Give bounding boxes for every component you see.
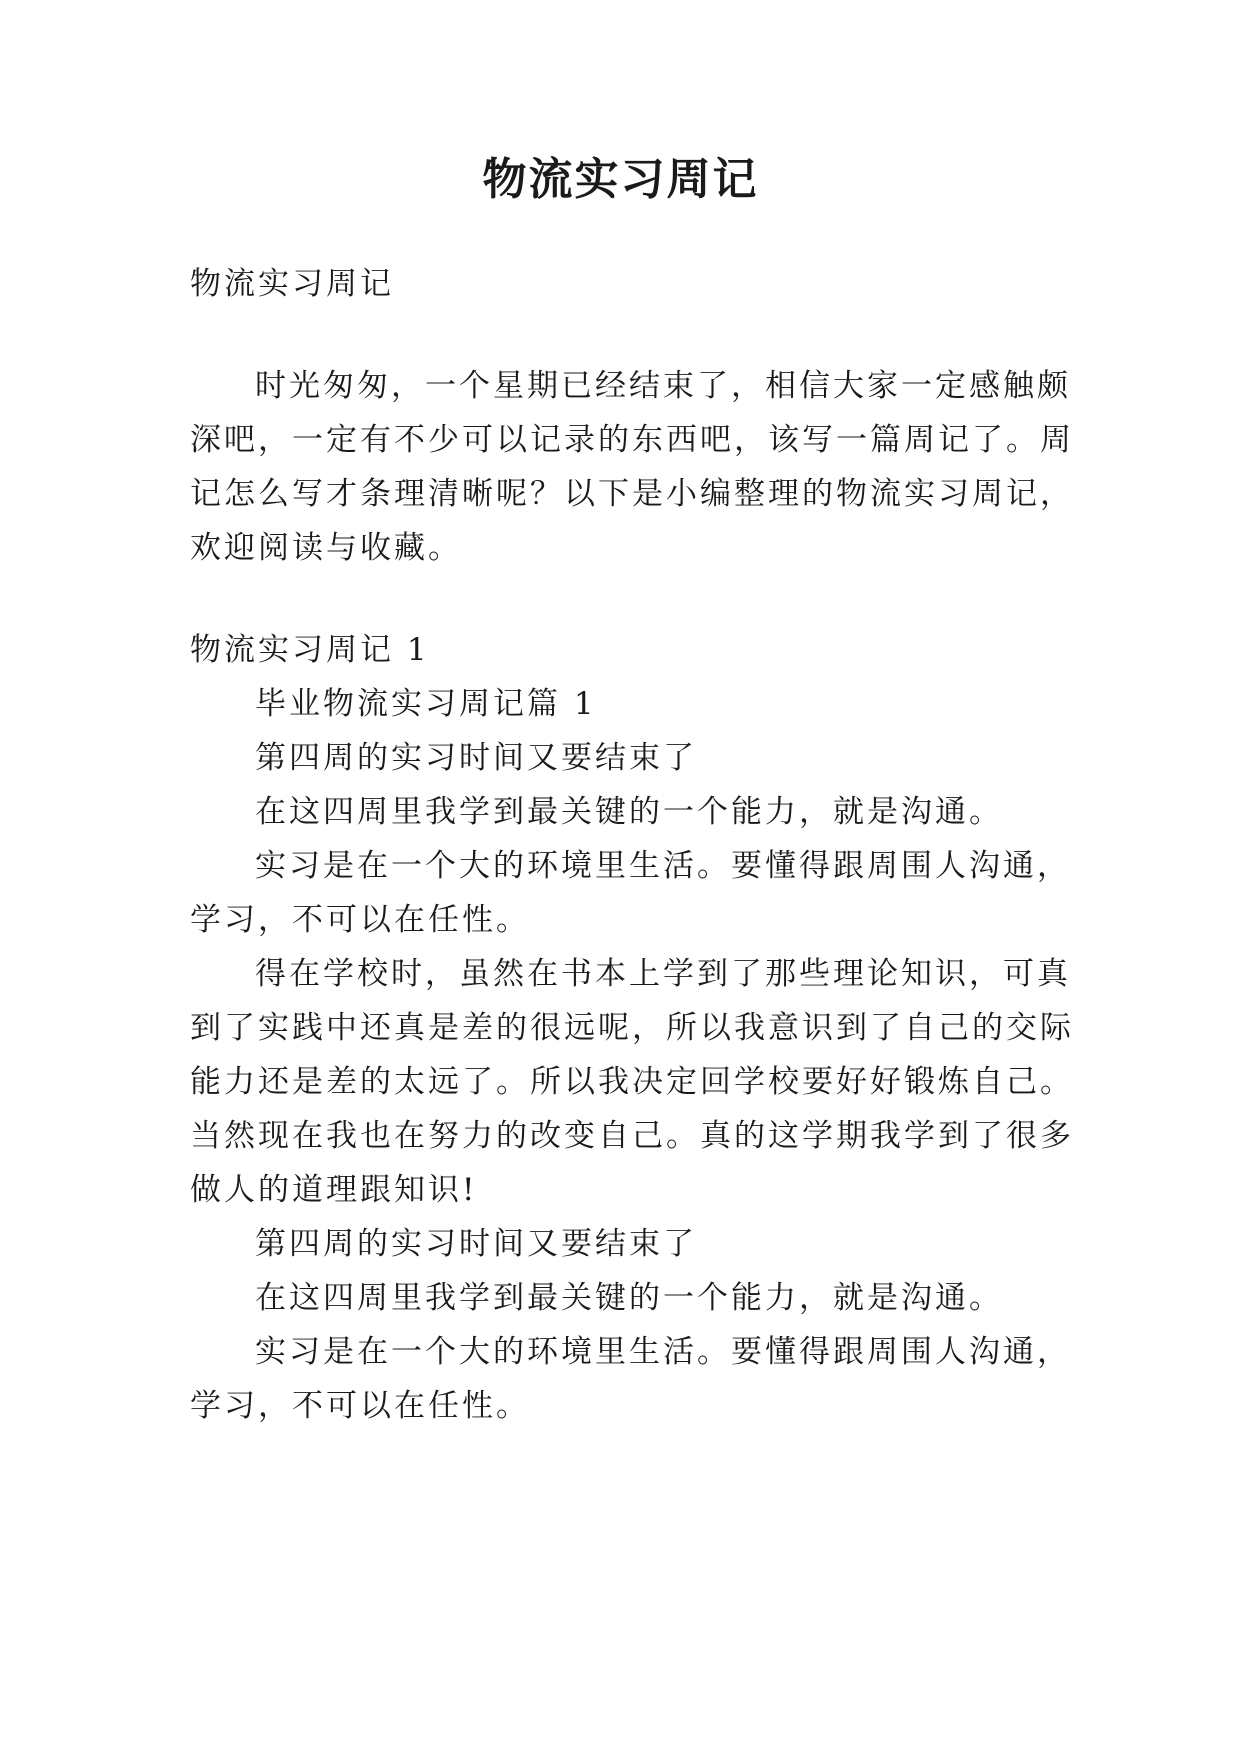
- paragraph-line: 实习是在一个大的环境里生活。要懂得跟周围人沟通，: [255, 1334, 1071, 1370]
- paragraph-line: 在这四周里我学到最关键的一个能力，就是沟通。: [255, 1280, 1003, 1316]
- paragraph-line: 第四周的实习时间又要结束了: [255, 740, 697, 776]
- paragraph-line: 当然现在我也在努力的改变自己。真的这学期我学到了很多: [190, 1118, 1074, 1154]
- paragraph-line: 学习，不可以在任性。: [190, 1388, 530, 1424]
- paragraph-line: 时光匆匆，一个星期已经结束了，相信大家一定感触颇: [255, 368, 1071, 404]
- paragraph-line: 能力还是差的太远了。所以我决定回学校要好好锻炼自己。: [190, 1064, 1074, 1100]
- paragraph-line: 第四周的实习时间又要结束了: [255, 1226, 697, 1262]
- paragraph-line: 欢迎阅读与收藏。: [190, 530, 462, 566]
- paragraph-line: 学习，不可以在任性。: [190, 902, 530, 938]
- section-heading: 物流实习周记 1: [190, 632, 430, 668]
- paragraph-line: 到了实践中还真是差的很远呢，所以我意识到了自己的交际: [190, 1010, 1074, 1046]
- paragraph-line: 做人的道理跟知识!: [190, 1172, 478, 1208]
- paragraph-line: 得在学校时，虽然在书本上学到了那些理论知识，可真: [255, 956, 1071, 992]
- paragraph-line: 在这四周里我学到最关键的一个能力，就是沟通。: [255, 794, 1003, 830]
- paragraph-line: 实习是在一个大的环境里生活。要懂得跟周围人沟通，: [255, 848, 1071, 884]
- subtitle: 物流实习周记: [190, 266, 394, 302]
- document-title: 物流实习周记: [482, 154, 759, 205]
- paragraph-line: 毕业物流实习周记篇 1: [255, 686, 597, 722]
- paragraph-line: 深吧，一定有不少可以记录的东西吧，该写一篇周记了。周: [190, 422, 1074, 458]
- paragraph-line: 记怎么写才条理清晰呢？以下是小编整理的物流实习周记，: [190, 476, 1074, 512]
